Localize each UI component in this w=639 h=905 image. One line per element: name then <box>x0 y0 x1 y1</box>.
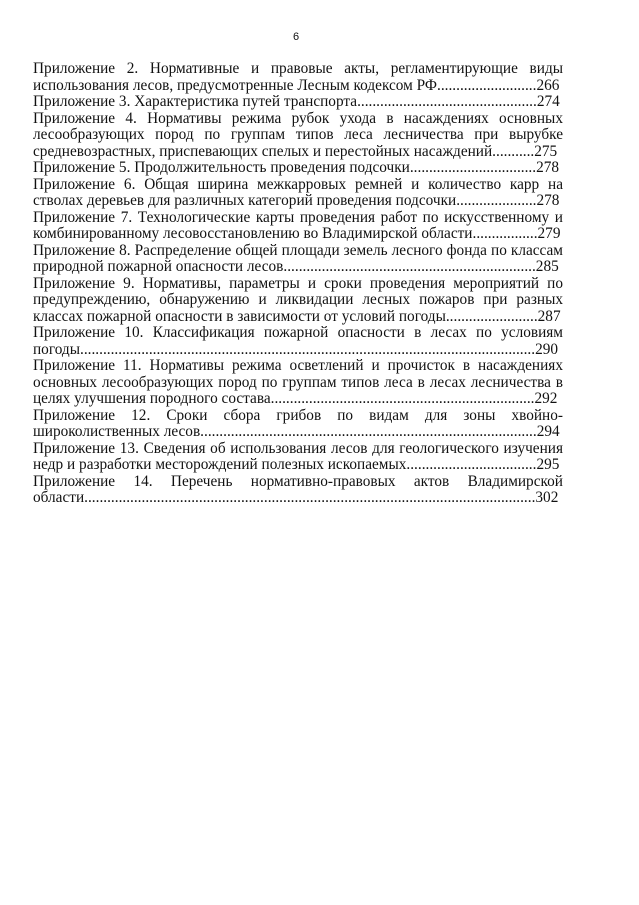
toc-entry-title: Приложение 7. Технологические карты проведения работ по искусственному и комбинированному лесовосстановлению во Владимирской области <box>33 208 563 242</box>
toc-entry[interactable] <box>33 358 563 408</box>
toc-entry[interactable] <box>33 474 563 507</box>
dot-leader: .................................. <box>406 456 537 473</box>
dot-leader: ..................................................................... <box>270 390 535 407</box>
toc-entry[interactable] <box>33 111 563 161</box>
dot-leader: ..................... <box>456 192 537 209</box>
toc-entry-title: Приложение 3. Характеристика путей транспорта <box>33 93 358 110</box>
toc-entry[interactable] <box>33 177 563 210</box>
toc-entry-title: Приложение 9. Нормативы, параметры и сроки проведения мероприятий по предупреждению, обнаружению и ликвидации лесных пожаров при разных классах пожарной опасности в зависимости от условий погоды <box>33 274 563 325</box>
dot-leader: ............................................... <box>357 93 537 110</box>
toc-entry[interactable] <box>33 61 563 94</box>
dot-leader: ................. <box>472 225 538 242</box>
dot-leader: ........................................................................................ <box>200 423 537 440</box>
toc-entry-page: 279 <box>537 225 561 242</box>
toc-entry[interactable] <box>33 325 563 358</box>
toc-entry-page: 292 <box>534 390 558 407</box>
toc-entry-page: 295 <box>536 456 560 473</box>
dot-leader: ........... <box>492 142 535 160</box>
toc-entry-page: 275 <box>534 142 558 160</box>
toc-entry[interactable] <box>33 160 563 177</box>
toc-entry[interactable] <box>33 441 563 474</box>
toc-entry-page: 278 <box>536 159 560 176</box>
toc-entry-title: Приложение 6. Общая ширина межкарровых ремней и количество карр на стволах деревьев для различных категорий проведения подсочки <box>33 175 563 209</box>
toc-entry-page: 290 <box>535 340 559 358</box>
table-of-contents <box>33 61 563 507</box>
dot-leader: .................................................................. <box>283 258 536 275</box>
toc-entry-title: Приложение 2. Нормативные и правовые акты, регламентирующие виды использования лесов, предусмотренные Лесным кодексом РФ <box>33 60 563 94</box>
toc-entry-title: Приложение 5. Продолжительность проведения подсочки <box>33 159 410 176</box>
toc-entry-title: Приложение 12. Сроки сбора грибов по видам для зоны хвойно-широколиственных лесов <box>33 406 563 440</box>
toc-entry-page: 294 <box>536 423 560 440</box>
toc-entry-title: Приложение 11. Нормативы режима осветлений и прочисток в насаждениях основных лесообразующих пород по группам типов леса в лесах лесничества в целях улучшения породного состава <box>33 357 563 407</box>
dot-leader: ................................. <box>409 159 537 176</box>
toc-entry-title: Приложение 4. Нормативы режима рубок ухода в насаждениях основных лесообразующих пород по группам типов леса лесничества при вырубке средневозрастных, приспевающих спелых и перестойных насаждений <box>33 109 563 160</box>
toc-entry-title: Приложение 14. Перечень нормативно-правовых актов Владимирской области. <box>33 472 563 506</box>
page-number: 6 <box>292 31 300 43</box>
toc-entry[interactable] <box>33 243 563 276</box>
dot-leader: .......................... <box>437 76 537 94</box>
dot-leader: ....................................................................................................................... <box>80 340 536 358</box>
toc-entry-page: 302 <box>535 489 559 506</box>
toc-entry-page: 278 <box>536 192 560 209</box>
dot-leader: ........................ <box>445 307 538 325</box>
toc-entry-page: 266 <box>536 76 560 94</box>
toc-entry[interactable] <box>33 408 563 441</box>
dot-leader: ..................................................................................................................... <box>87 489 536 506</box>
toc-entry-title: Приложение 10. Классификация пожарной опасности в лесах по условиям погоды <box>33 324 563 358</box>
toc-entry-page: 285 <box>535 258 559 275</box>
toc-entry-page: 274 <box>536 93 560 110</box>
toc-entry[interactable] <box>33 94 563 111</box>
toc-entry-page: 287 <box>537 307 561 325</box>
toc-entry[interactable] <box>33 210 563 243</box>
toc-entry-title: Приложение 8. Распределение общей площади земель лесного фонда по классам природной пожарной опасности лесов <box>33 241 563 275</box>
toc-entry-title: Приложение 13. Сведения об использования лесов для геологического изучения недр и разработки месторождений полезных ископаемых <box>33 439 563 473</box>
toc-entry[interactable] <box>33 276 563 326</box>
